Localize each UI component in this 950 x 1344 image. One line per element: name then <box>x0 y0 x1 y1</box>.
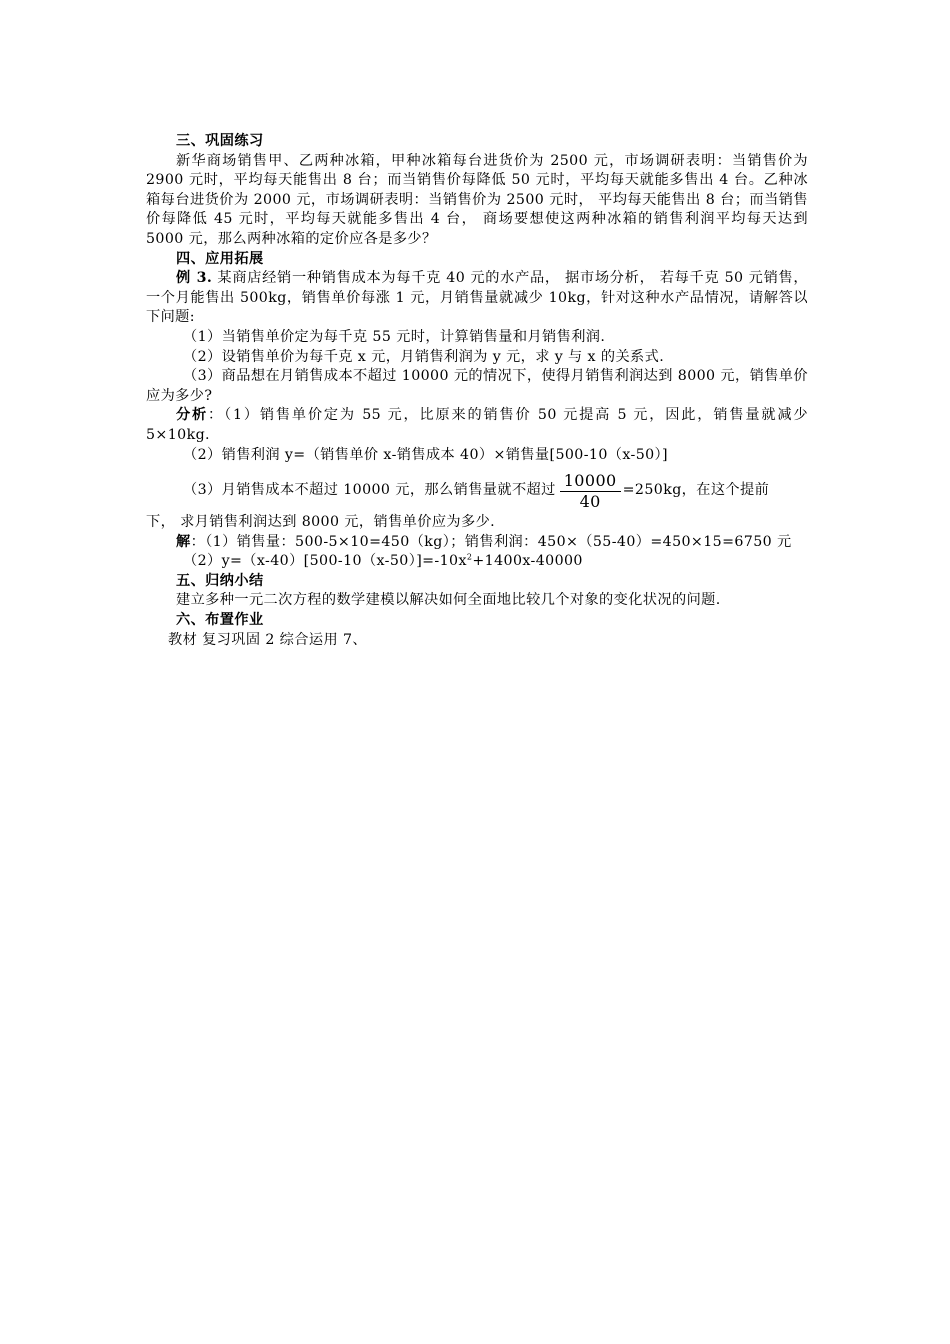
example-text: 某商店经销一种销售成本为每千克 40 元的水产品， 据市场分析， 若每千克 50 元销售，一个月能售出 500kg，销售单价每涨 1 元，月销售量就减少 10kg，针对这种水产品情况，请解答以下问题: <box>146 270 808 326</box>
solution-1 <box>146 533 808 553</box>
analysis-3 <box>146 469 808 513</box>
fraction-denominator: 40 <box>579 491 601 511</box>
solution-2 <box>146 552 808 572</box>
section-heading-extension: 四、应用拓展 <box>176 250 264 267</box>
analysis-text-1: ：（1）销售单价定为 55 元，比原来的销售价 50 元提高 5 元，因此，销售量就减少 5×10kg. <box>146 407 808 443</box>
analysis-2: （2）销售利润 y=（销售单价 x-销售成本 40）×销售量[500-10（x-50）] <box>183 446 668 463</box>
solution-2-after: +1400x-40000 <box>472 553 583 570</box>
document-page <box>146 132 808 650</box>
section-heading-consolidation: 三、巩固练习 <box>176 133 264 149</box>
solution-2-before: （2）y=（x-40）[500-10（x-50）]=-10x <box>183 553 467 570</box>
summary-text: 建立多种一元二次方程的数学建模以解决如何全面地比较几个对象的变化状况的问题. <box>176 592 721 609</box>
question-3: （3）商品想在月销售成本不超过 10000 元的情况下，使得月销售利润达到 8000 元，销售单价应为多少? <box>146 368 808 404</box>
analysis-label: 分析 <box>176 407 209 424</box>
question-2: （2）设销售单价为每千克 x 元，月销售利润为 y 元，求 y 与 x 的关系式. <box>183 348 665 365</box>
analysis-3-continued: 下， 求月销售利润达到 8000 元，销售单价应为多少. <box>146 514 496 531</box>
solution-label: 解 <box>176 533 191 550</box>
question-1: （1）当销售单价定为每千克 55 元时，计算销售量和月销售利润. <box>183 328 606 345</box>
analysis-3-after: =250kg，在这个提前 <box>622 482 770 499</box>
example-3 <box>146 269 808 328</box>
section-heading-homework: 六、布置作业 <box>176 612 264 629</box>
exponent: 2 <box>466 552 473 562</box>
fraction-numerator: 10000 <box>560 471 621 492</box>
section-heading-summary: 五、归纳小结 <box>176 572 264 589</box>
example-label: 例 3. <box>176 270 213 287</box>
solution-text-1: ：（1）销售量：500-5×10=450（kg）；销售利润：450×（55-40）=450×15=6750 元 <box>190 533 792 550</box>
homework-text: 教材 复习巩固 2 综合运用 7、 <box>168 631 367 648</box>
consolidation-problem: 新华商场销售甲、乙两种冰箱，甲种冰箱每台进货价为 2500 元，市场调研表明：当销售价为 2900 元时，平均每天能售出 8 台；而当销售价每降低 50 元时，平均每天就能多售出 4 台。乙种冰箱每台进货价为 2000 元，市场调研表明：当销售价为 2500 元时， 平均每天能售出 8 台；而当销售价每降低 45 元时，平均每天就能多售出 4 台， 商场要想使这两种冰箱的销售利润平均每天达到 5000 元，那么两种冰箱的定价应各是多少？ <box>146 152 808 247</box>
analysis-3-before: （3）月销售成本不超过 10000 元，那么销售量就不超过 <box>183 482 556 499</box>
analysis-1 <box>146 406 808 445</box>
fraction <box>560 471 621 512</box>
